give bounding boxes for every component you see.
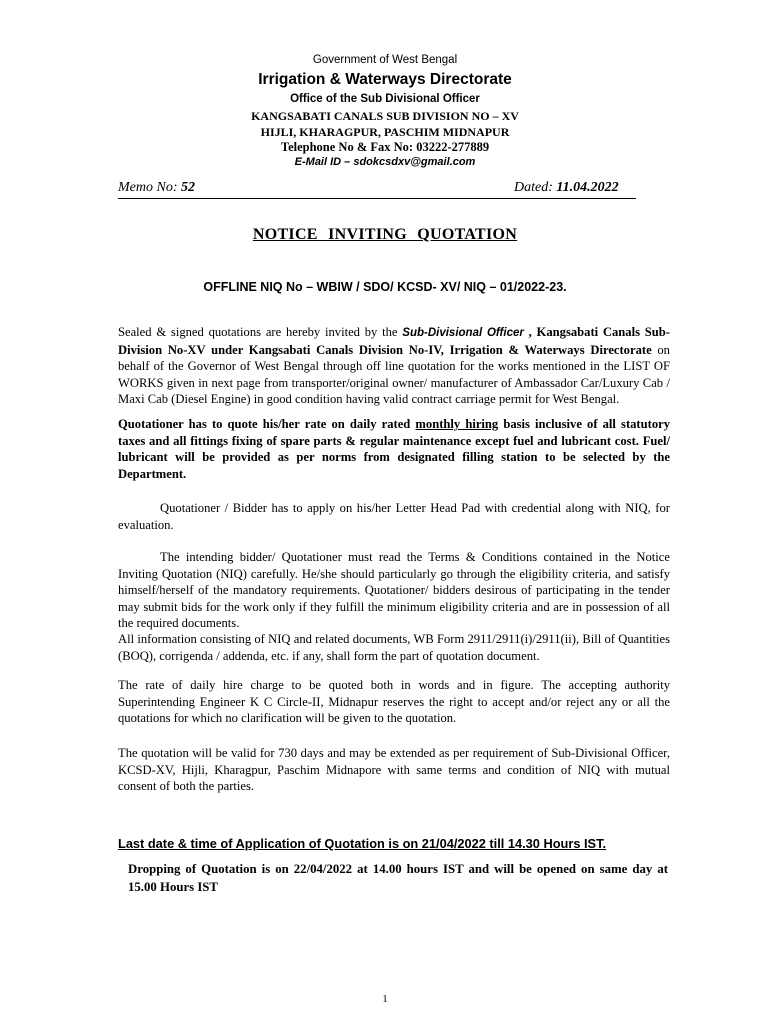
terms-paragraph: The intending bidder/ Quotationer must read the Terms & Conditions contained in the Notice Inviting Quotation (NIQ) carefully. He/she should particularly go through the eligibility criteria, and satisfy himself/herself of the mandatory requirements. Quotationer/ bidders desirous of participating in the tender may submit bids for the work only if they fulfill the minimum eligibility criteria and are in possession of all the required documents. (118, 550, 670, 631)
niq-number: OFFLINE NIQ No – WBIW / SDO/ KCSD- XV/ NIQ – 01/2022-23. (203, 280, 567, 294)
rate-words-paragraph: The rate of daily hire charge to be quoted both in words and in figure. The accepting authority Superintending Engineer K C Circle-II, Midnapur reserves the right to accept and/or reject any or all the quotations for which no clarification will be given to the quotation. (118, 678, 670, 726)
govt-line: Government of West Bengal (312, 54, 458, 66)
address-line: HIJLI, KHARAGPUR, PASCHIM MIDNAPUR (260, 125, 510, 139)
p1-officer: Sub-Divisional Officer (402, 327, 524, 339)
memo-label: Memo No: (118, 180, 178, 195)
letterhead-paragraph: Quotationer / Bidder has to apply on his/her Letter Head Pad with credential along with NIQ, for evaluation. (118, 501, 670, 532)
directorate-title: Irrigation & Waterways Directorate (258, 71, 512, 88)
p2-text-b: basis inclusive of all statutory taxes and all fittings fixing of spare parts & regular maintenance except fuel and lubricant cost. Fuel/ lubricant will be provided as per norms from designated filling station to be selected by the Department. (118, 417, 671, 481)
dropping-line: Dropping of Quotation is on 22/04/2022 at 14.00 hours IST and will be opened on same day at 15.00 Hours IST (128, 862, 668, 894)
documents-paragraph: All information consisting of NIQ and related documents, WB Form 2911/2911(i)/2911(ii), Bill of Quantities (BOQ), corrigenda / addenda, etc. if any, shall form the part of quotation document. (118, 632, 670, 663)
email-line: E-Mail ID – sdokcsdxv@gmail.com (294, 156, 476, 168)
phone-line: Telephone No & Fax No: 03222-277889 (280, 140, 490, 154)
p2-text-a: Quotationer has to quote his/her rate on daily rated (118, 417, 416, 431)
rate-paragraph (118, 416, 670, 482)
memo-number (118, 180, 195, 196)
dated-label: Dated: (514, 180, 553, 195)
page-number: 1 (382, 993, 388, 1005)
notice-title: NOTICE INVITING QUOTATION (252, 226, 518, 243)
invitation-paragraph (118, 324, 670, 408)
office-line: Office of the Sub Divisional Officer (290, 93, 480, 105)
memo-value: 52 (181, 180, 195, 195)
p1-text-b: , Kangsabati Canals Sub-Division No-XV under Kangsabati Canals Division No-IV, Irrigation & Waterways Directorate (118, 325, 670, 357)
date-value: 11.04.2022 (556, 180, 619, 195)
memo-date (514, 180, 619, 196)
p1-text-c: on behalf of the Governor of West Bengal through off line quotation for the works mentioned in the LIST OF WORKS given in next page from transporter/original owner/ manufacturer of Ambassador Car/Luxury Cab / Maxi Cab (Diesel Engine) in good condition having valid contract carriage permit for West Bengal. (118, 342, 670, 407)
p1-text-a: Sealed & signed quotations are hereby invited by the (118, 325, 403, 339)
division-line: KANGSABATI CANALS SUB DIVISION NO – XV (251, 109, 519, 123)
last-date-line: Last date & time of Application of Quotation is on 21/04/2022 till 14.30 Hours IST. (118, 836, 607, 851)
memo-divider (118, 198, 636, 199)
p2-monthly-hiring: monthly hiring (415, 417, 499, 431)
validity-paragraph: The quotation will be valid for 730 days and may be extended as per requirement of Sub-Divisional Officer, KCSD-XV, Hijli, Kharagpur, Paschim Midnapore with same terms and condition of NIQ with mutual consent of both the parties. (118, 746, 670, 794)
